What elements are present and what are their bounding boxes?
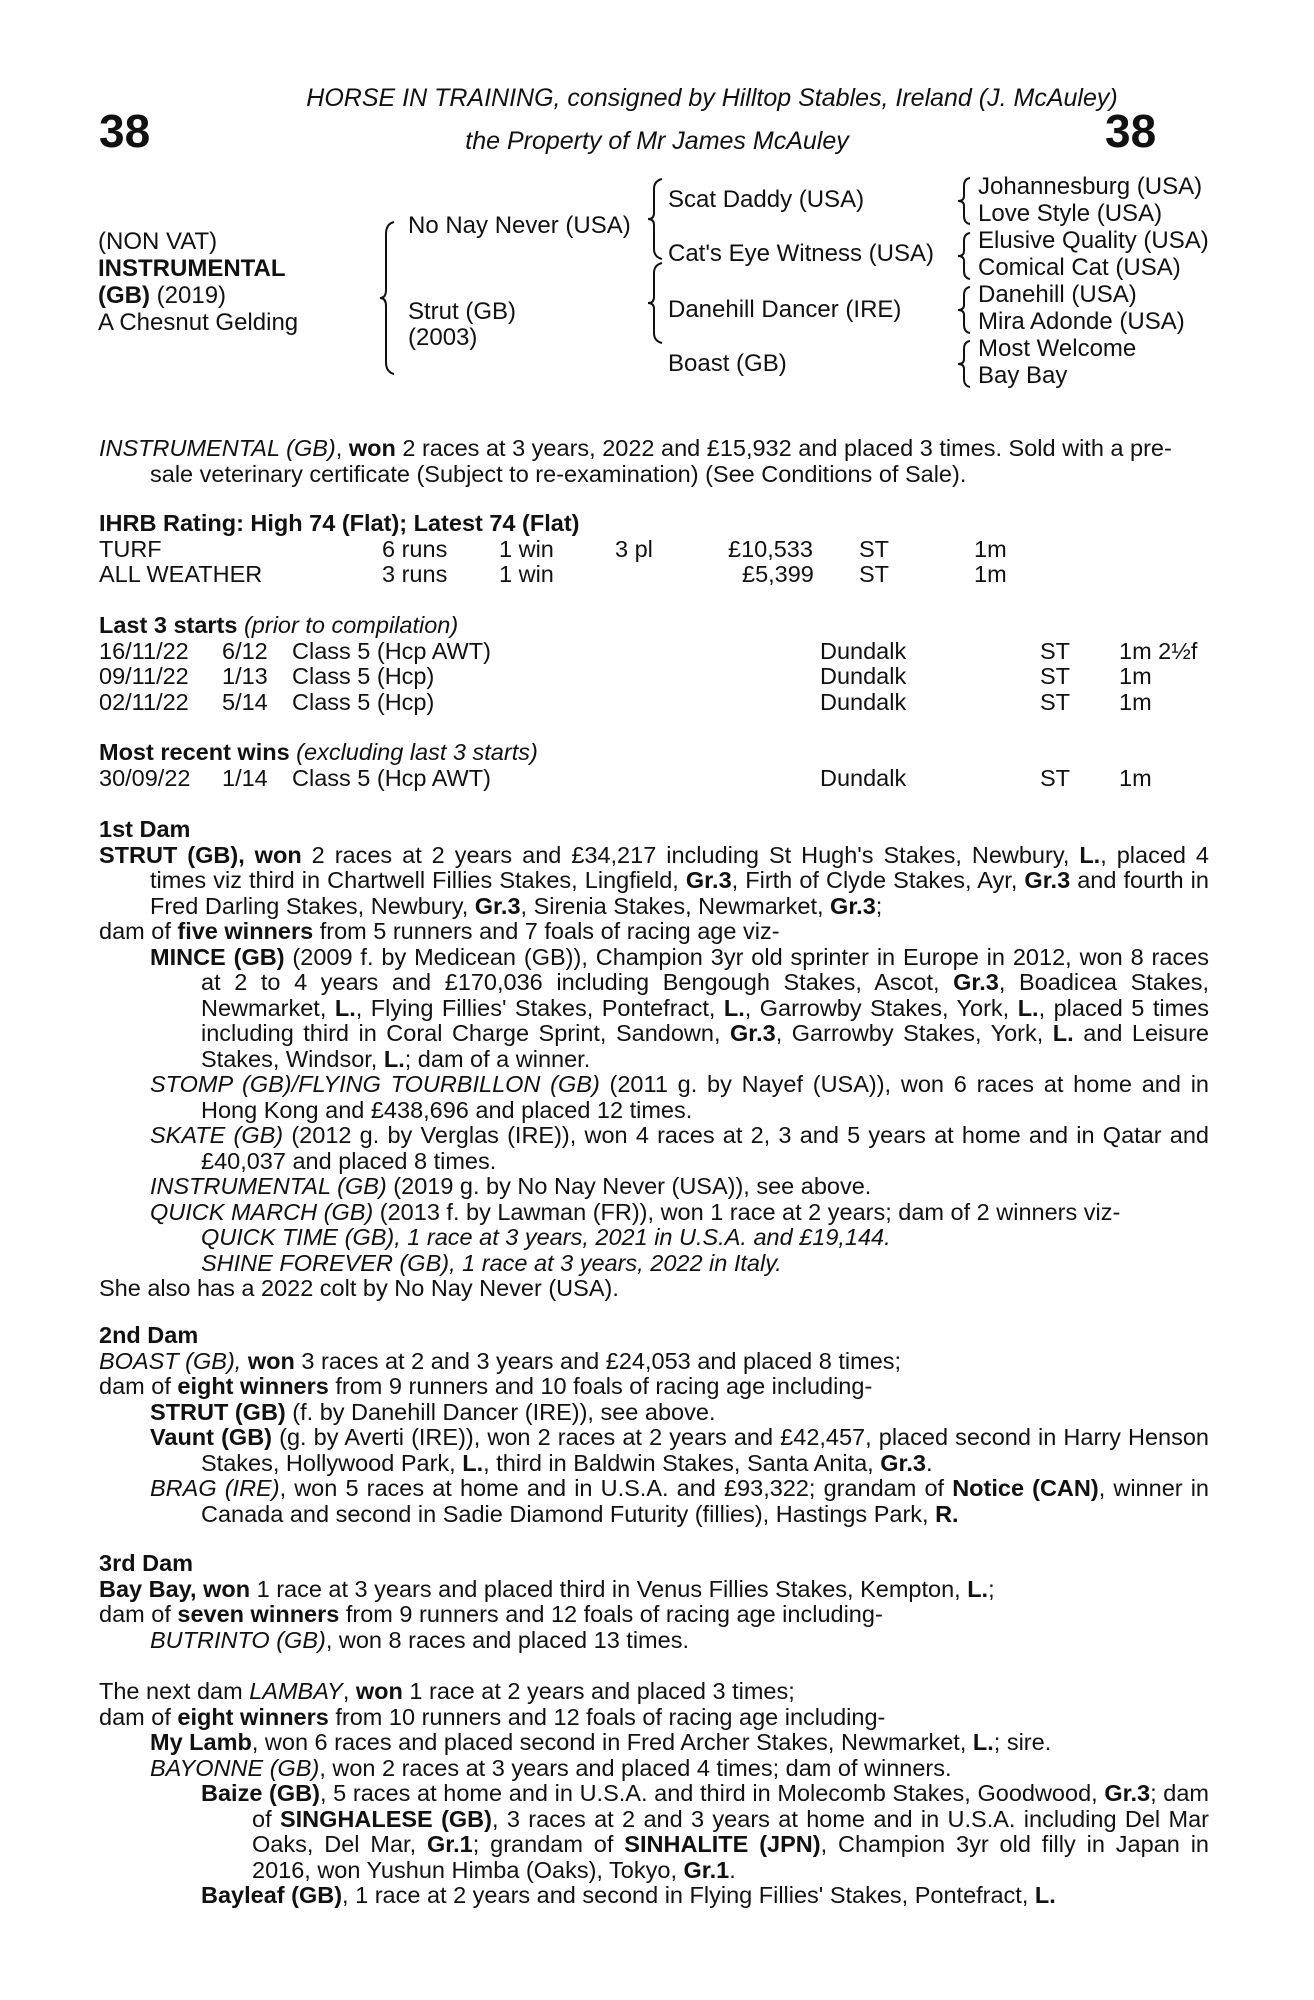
win-course: Dundalk [820,764,907,791]
listed-mark: L. [1017,994,1039,1021]
text: , Garrowby Stakes, York, [744,994,1018,1021]
produce-vaunt [99,1425,1209,1476]
start-dist: 1m [1119,663,1152,689]
start-going: ST [1040,637,1071,664]
text: 1 race at 2 years and placed 3 times; [402,1678,795,1704]
win-going: ST [1040,764,1071,791]
win-row [99,766,1209,792]
text: 1 race at 3 years and placed third in Venus Fillies Stakes, Kempton, [250,1575,968,1602]
win-dist: 1m [1119,764,1152,791]
produce-quick-time [99,1225,1209,1251]
produce-my-lamb [99,1730,1209,1756]
start-course: Dundalk [820,663,907,689]
text: (2019 g. by No Nay Never (USA)), see above. [386,1173,872,1199]
group-mark: Gr.3 [730,1020,776,1046]
winners-count: eight winners [177,1373,329,1399]
produce-quick-march [99,1200,1209,1226]
text: , 1 race at 2 years and second in Flying Fillies' Stakes, Pontefract, [342,1882,1035,1908]
dd-sire: Most Welcome [978,335,1137,362]
produce-name: INSTRUMENTAL (GB) [150,1173,387,1199]
produce-name: STRUT (GB) [150,1398,286,1425]
start-dist: 1m 2½f [1119,637,1198,664]
rating-going: ST [859,535,890,562]
group-mark: Gr.3 [1024,867,1071,893]
lot-number-right: 38 [1105,105,1157,157]
text: (2011 g. by Nayef (USA)), won 6 races at home and in Hong Kong and £438,696 and placed 12 times. [201,1071,1209,1123]
start-going: ST [1040,663,1071,689]
first-dam-also: She also has a 2022 colt by No Nay Never (USA). [99,1275,619,1301]
start-class: Class 5 (Hcp) [292,688,435,715]
group-mark: Gr.3 [880,1449,926,1476]
text: , 1 race at 3 years, 2022 in Italy. [449,1249,782,1276]
rating-earnings: £5,399 [742,561,814,587]
race-summary: INSTRUMENTAL (GB), won 2 races at 3 years, 2022 and £15,932 and placed 3 times. Sold with a pre-sale veterinary certificate (Subject to re-examination) (See Conditions of Sale). [99,435,1172,487]
produce-shine-forever [99,1251,1209,1277]
second-dam-heading: 2nd Dam [99,1322,199,1348]
bracket-g3-1 [956,176,974,226]
text: , third in Baldwin Stakes, Santa Anita, [483,1449,881,1476]
produce-name: BUTRINTO (GB) [150,1626,326,1653]
first-dam-record [99,843,1209,920]
rating-section [99,511,1209,588]
start-class: Class 5 (Hcp) [292,663,435,689]
won-mark: won [241,1347,295,1374]
rating-going: ST [859,561,890,587]
group-mark: Gr.3 [830,892,876,919]
dam-year: (2003) [408,324,478,351]
produce-name: BAYONNE (GB) [150,1754,320,1781]
recent-wins-note: (excluding last 3 starts) [289,739,538,765]
listed-mark: L. [967,1575,989,1602]
second-dam-name: BOAST (GB), [99,1347,242,1374]
text: dam of [99,918,178,944]
text: , 3 races at 2 and 3 years at home and in U.S.A. including Del Mar Oaks, Del Mar, [252,1805,1209,1857]
group-mark: Gr.3 [474,892,521,919]
win-pos: 1/14 [222,764,268,791]
ss-sire: Johannesburg (USA) [978,173,1203,200]
text: , 5 races at home and in U.S.A. and third in Molecomb Stakes, Goodwood, [319,1780,1105,1806]
text: The next dam [99,1678,250,1704]
next-dam-name: LAMBAY [249,1678,343,1704]
text: . [729,1856,736,1883]
bracket-g3-3 [956,285,974,335]
sire-sire: Scat Daddy (USA) [668,186,865,213]
rating-dist: 1m [974,535,1007,562]
produce-name: Baize (GB) [201,1780,320,1806]
listed-mark: L. [723,994,745,1021]
third-dam-heading: 3rd Dam [99,1550,194,1576]
produce-brag [99,1476,1209,1527]
text: , Boadicea Stakes, Newmarket, [201,969,1209,1021]
text: , 1 race at 3 years, 2021 in U.S.A. and £19,144. [394,1224,891,1250]
listed-mark: L. [334,994,356,1021]
produce-name: QUICK MARCH (GB) [150,1198,374,1225]
third-dam-produce [99,1602,1209,1628]
produce-name: My Lamb [150,1729,252,1755]
rating-heading: IHRB Rating: High 74 (Flat); Latest 74 (Flat) [99,510,580,536]
text: ; sire. [993,1729,1052,1755]
group-mark: Gr.3 [685,867,732,893]
rating-wins: 1 win [499,561,554,587]
consignment-line: HORSE IN TRAINING, consigned by Hilltop Stables, Ireland (J. McAuley) [306,84,1118,112]
start-date: 16/11/22 [99,637,189,664]
text: ; dam of [252,1780,1209,1832]
start-course: Dundalk [820,688,907,715]
group-mark: Gr.1 [427,1831,473,1857]
horse-name: INSTRUMENTAL [98,255,286,282]
text: from 9 runners and 12 foals of racing age including- [339,1601,883,1627]
sire-bracket [646,177,666,261]
start-pos: 1/13 [222,663,268,689]
produce-skate [99,1123,1209,1174]
text: ; grandam of [472,1831,625,1857]
bracket-g3-4 [956,339,974,389]
text: , won 5 races at home and in U.S.A. and £93,322; grandam of [279,1475,953,1501]
winners-count: seven winners [177,1601,340,1627]
last-starts-heading: Last 3 starts [99,612,238,638]
produce-name: SKATE (GB) [150,1122,284,1148]
produce-instrumental [99,1174,1209,1200]
rating-dist: 1m [974,561,1007,587]
third-dam-name: Bay Bay, won [99,1575,251,1602]
text: , Sirenia Stakes, Newmarket, [520,892,831,919]
last-starts-note: (prior to compilation) [237,612,459,638]
sd-dam: Comical Cat (USA) [978,254,1181,281]
listed-mark: L. [972,1729,994,1755]
text: (2013 f. by Lawman (FR)), won 1 race at 2 years; dam of 2 winners viz- [373,1198,1121,1225]
produce-mince [99,945,1209,1073]
produce-name: SHINE FOREVER (GB) [201,1249,450,1276]
text: . [925,1449,933,1476]
ds-dam: Mira Adonde (USA) [978,308,1185,335]
text: 2 races at 2 years and £34,217 including St Hugh's Stakes, Newbury, [301,841,1080,868]
group-mark: Gr.3 [953,969,999,995]
text: (f. by Danehill Dancer (IRE)), see above. [285,1398,716,1425]
lot-number-left: 38 [99,105,151,157]
text: , placed 4 times viz third in Chartwell Fillies Stakes, Lingfield, [150,841,1209,893]
text: , won 2 races at 3 years and placed 4 times; dam of winners. [319,1754,952,1781]
start-row [99,664,1209,690]
text: (g. by Averti (IRE)), won 2 races at 2 years and £42,457, placed second in Harry Henson Stakes, Hollywood Park, [201,1424,1209,1476]
rating-earnings: £10,533 [728,535,813,562]
ss-dam: Love Style (USA) [978,200,1163,227]
produce-butrinto [99,1628,1209,1654]
ds-sire: Danehill (USA) [978,281,1137,308]
horse-origin [98,282,298,309]
text: (2009 f. by Medicean (GB)), Champion 3yr old sprinter in Europe in 2012, won 8 races at 2 to 4 years and £170,036 including Bengough Stakes, Ascot, [201,943,1210,995]
listed-mark: L. [1034,1882,1056,1908]
produce-name: MINCE (GB) [150,943,285,970]
text: , Garrowby Stakes, York, [775,1020,1053,1046]
next-dam-produce [99,1705,1209,1731]
second-dam-produce [99,1374,1209,1400]
horse-identity [98,228,298,336]
summary-won: won [348,435,396,461]
sd-sire: Elusive Quality (USA) [978,227,1209,254]
bracket-g3-2 [956,231,974,281]
summary-text: 2 races at 3 years, 2022 and £15,932 and placed 3 times. Sold with a pre-sale veterinary certificate (Subject to re-examination) (See Conditions of Sale). [150,435,1172,487]
grand-produce-name: Notice (CAN) [952,1475,1099,1501]
listed-mark: L. [1052,1020,1074,1046]
produce-bayleaf [99,1883,1209,1909]
winners-count: eight winners [177,1703,329,1730]
produce-strut [99,1400,1209,1426]
produce-baize [99,1781,1209,1883]
horse-year: (2019) [149,282,227,309]
text: dam of [99,1373,178,1399]
pedigree-main-bracket [378,220,398,376]
rating-surface: TURF [99,535,162,562]
group-mark: Gr.3 [1104,1780,1151,1806]
text: (2012 g. by Verglas (IRE)), won 4 races at 2, 3 and 5 years at home and in Qatar and £40,037 and placed 8 times. [201,1122,1210,1174]
text: from 9 runners and 10 foals of racing age including- [328,1373,873,1399]
start-pos: 5/14 [222,688,268,715]
rating-surface: ALL WEATHER [99,561,263,587]
produce-name: STOMP (GB)/FLYING TOURBILLON (GB) [150,1071,600,1097]
first-dam-name: STRUT (GB), won [99,841,302,868]
start-going: ST [1040,688,1071,715]
text: from 5 runners and 7 foals of racing age viz- [313,918,780,944]
dam: Strut (GB) [408,298,517,325]
text: , won 6 races and placed second in Fred Archer Stakes, Newmarket, [251,1729,973,1755]
text: 3 races at 2 and 3 years and £24,053 and placed 8 times; [294,1347,902,1374]
produce-name: Bayleaf (GB) [201,1882,343,1908]
first-dam-produce [99,919,1209,945]
text: from 10 runners and 12 foals of racing age including- [328,1703,886,1730]
won-mark: won [355,1678,403,1704]
third-dam-section [99,1551,1209,1653]
second-dam-section [99,1323,1209,1527]
grand-produce-name: SINGHALESE (GB) [279,1805,492,1832]
start-date: 09/11/22 [99,663,189,689]
horse-description: A Chesnut Gelding [98,309,299,336]
win-date: 30/09/22 [99,764,191,791]
recent-wins-heading: Most recent wins [99,739,290,765]
text: , Champion 3yr old filly in Japan in 2016, won Yushun Himba (Oaks), Tokyo, [252,1831,1210,1883]
text: and Leisure Stakes, Windsor, [201,1020,1209,1072]
recent-wins-section [99,740,1209,791]
rating-placed: 3 pl [615,535,653,562]
text: , winner in Canada and second in Sadie Diamond Futurity (fillies), Hastings Park, [201,1475,1209,1527]
next-dam-record [99,1679,1209,1705]
text: ; [988,1575,995,1602]
text: , [342,1678,356,1704]
text: , Flying Fillies' Stakes, Pontefract, [355,994,724,1021]
text: dam of [99,1703,178,1730]
produce-name: BRAG (IRE) [150,1475,280,1501]
text: , won 8 races and placed 13 times. [325,1626,689,1653]
sire-dam: Cat's Eye Witness (USA) [668,240,934,267]
listed-mark: L. [462,1449,484,1476]
text: , Firth of Clyde Stakes, Ayr, [731,867,1025,893]
dam-dam: Boast (GB) [668,350,787,377]
summary-horse-name: INSTRUMENTAL (GB) [99,435,336,461]
grand-produce-name: SINHALITE (JPN) [624,1831,821,1857]
dd-dam: Bay Bay [978,362,1068,389]
start-row [99,639,1209,665]
rating-wins: 1 win [499,535,554,562]
last-starts-section [99,613,1209,715]
dam-bracket [646,261,666,345]
rating-row-aw [99,562,1209,588]
dam-sire: Danehill Dancer (IRE) [668,296,902,323]
text: , placed 5 times including third in Coral Charge Sprint, Sandown, [201,994,1209,1046]
horse-suffix: (GB) [98,282,150,309]
text: ; [875,892,883,919]
property-line: the Property of Mr James McAuley [465,127,849,155]
produce-bayonne [99,1756,1209,1782]
start-dist: 1m [1119,688,1152,715]
third-dam-record [99,1577,1209,1603]
restricted-mark: R. [935,1500,959,1527]
rating-runs: 3 runs [382,561,448,587]
start-date: 02/11/22 [99,688,189,715]
first-dam-section [99,817,1209,1302]
winners-count: five winners [177,918,314,944]
start-row [99,690,1209,716]
listed-mark: L. [1079,841,1101,868]
text: ; dam of a winner. [404,1045,591,1072]
produce-name: Vaunt (GB) [150,1424,273,1450]
listed-mark: L. [383,1045,405,1072]
pedigree-table [98,168,1228,398]
sire: No Nay Never (USA) [408,212,631,239]
group-mark: Gr.1 [683,1856,730,1883]
start-pos: 6/12 [222,637,268,664]
rating-runs: 6 runs [382,535,448,562]
next-dam-section [99,1679,1209,1909]
second-dam-record [99,1349,1209,1375]
win-class: Class 5 (Hcp AWT) [292,764,491,791]
start-class: Class 5 (Hcp AWT) [292,637,491,664]
rating-row-turf [99,537,1209,563]
start-course: Dundalk [820,637,907,664]
produce-stomp [99,1072,1209,1123]
vat-status: (NON VAT) [98,228,218,255]
text: and fourth in Fred Darling Stakes, Newbury, [150,867,1209,919]
produce-name: QUICK TIME (GB) [201,1224,395,1250]
first-dam-heading: 1st Dam [99,816,191,842]
text: dam of [99,1601,178,1627]
